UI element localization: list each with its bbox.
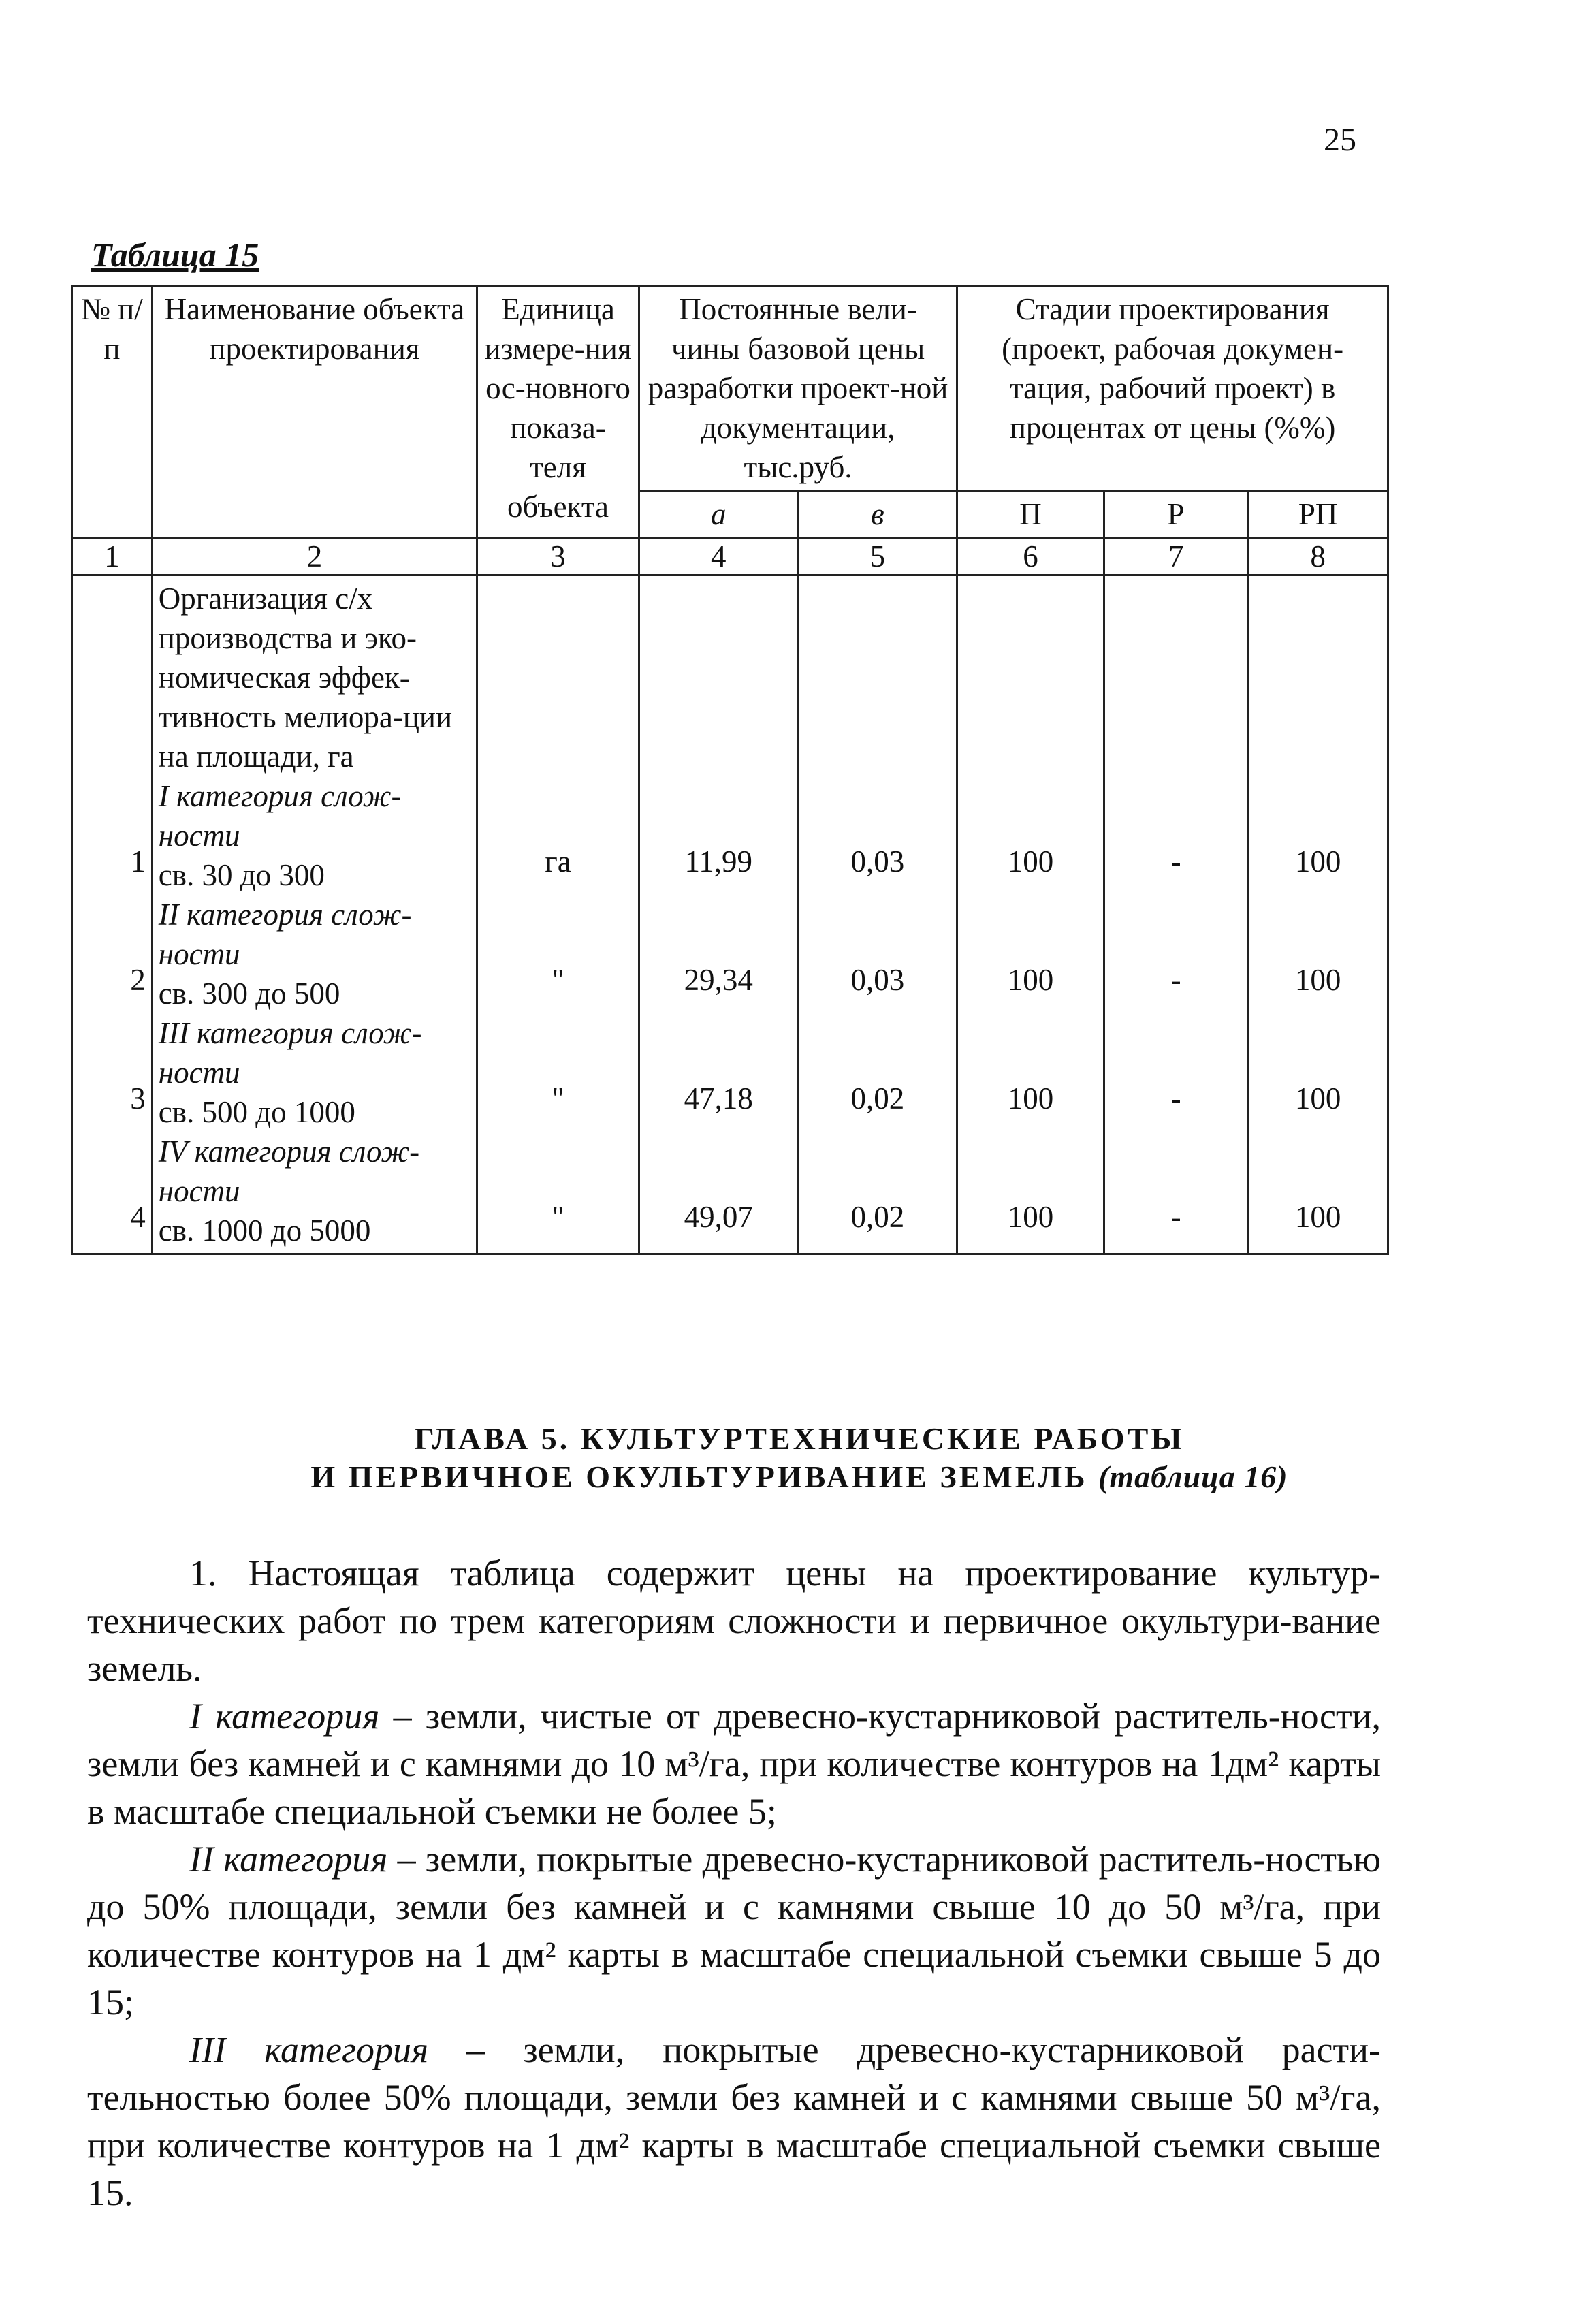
p-value: 100	[1007, 1081, 1054, 1115]
category-label: II категория слож-ности	[158, 898, 412, 971]
paragraph-category-2	[87, 1835, 1381, 2026]
category-label: III категория слож-ности	[158, 1016, 422, 1090]
r-value: -	[1170, 844, 1181, 878]
category-3-text: – земли, покрытые древесно-кустарниковой расти-тельностью более 50% площади, земли без камней и с камнями свыше 50 м³/га, при количестве контуров на 1 дм² карты в масштабе специальной съемки свыше 15.	[87, 2029, 1381, 2213]
rp-column	[1248, 575, 1388, 1254]
a-column	[639, 575, 798, 1254]
col-number: 3	[477, 538, 639, 575]
col-number: 8	[1248, 538, 1388, 575]
b-value: 0,02	[850, 1081, 905, 1115]
row-num: 4	[130, 1200, 146, 1234]
num-column	[72, 575, 153, 1254]
r-value: -	[1170, 963, 1181, 997]
b-value: 0,02	[850, 1200, 905, 1234]
col-number: 4	[639, 538, 798, 575]
header-p: П	[957, 491, 1104, 538]
name-column	[152, 575, 477, 1254]
header-a: а	[639, 491, 798, 538]
rp-value: 100	[1294, 844, 1341, 878]
header-b: в	[798, 491, 957, 538]
p-column	[957, 575, 1104, 1254]
unit-value: "	[552, 1200, 564, 1234]
range-label: св. 300 до 500	[158, 977, 340, 1011]
paragraph-category-1	[87, 1692, 1381, 1835]
column-numbers-row	[72, 538, 1388, 575]
category-3-label: III категория	[189, 2029, 429, 2070]
p-value: 100	[1007, 844, 1054, 878]
price-table	[71, 285, 1389, 1255]
p-value: 100	[1007, 963, 1054, 997]
chapter-line-2: И ПЕРВИЧНОЕ ОКУЛЬТУРИВАНИЕ ЗЕМЕЛЬ	[310, 1459, 1088, 1494]
rp-value: 100	[1294, 1200, 1341, 1234]
page-number: 25	[1324, 122, 1356, 158]
header-rp: РП	[1248, 491, 1388, 538]
rp-value: 100	[1294, 1081, 1341, 1115]
rp-value: 100	[1294, 963, 1341, 997]
a-value: 47,18	[684, 1081, 753, 1115]
row-num: 1	[130, 844, 146, 878]
header-base-price: Постоянные вели-чины базовой цены разработки проект-ной документации, тыс.руб.	[639, 286, 957, 491]
header-name: Наименование объекта проектирования	[152, 286, 477, 538]
category-1-label: I категория	[189, 1696, 380, 1737]
b-column	[798, 575, 957, 1254]
range-label: св. 30 до 300	[158, 858, 325, 892]
chapter-line-1: ГЛАВА 5. КУЛЬТУРТЕХНИЧЕСКИЕ РАБОТЫ	[414, 1421, 1185, 1456]
table-caption: Таблица 15	[91, 236, 259, 274]
r-value: -	[1170, 1081, 1181, 1115]
header-unit: Единица измере-ния ос-новного показа-теля объекта	[477, 286, 639, 538]
p-value: 100	[1007, 1200, 1054, 1234]
body-text	[87, 1549, 1381, 2217]
category-label: I категория слож-ности	[158, 779, 402, 853]
row-num: 3	[130, 1081, 146, 1115]
col-number: 6	[957, 538, 1104, 575]
b-value: 0,03	[850, 963, 905, 997]
row-num: 2	[130, 963, 146, 997]
r-value: -	[1170, 1200, 1181, 1234]
col-number: 1	[72, 538, 153, 575]
unit-value: га	[545, 844, 571, 878]
unit-value: "	[552, 1081, 564, 1115]
header-num: № п/п	[72, 286, 153, 538]
intro-text: Организация с/х производства и эко-номическая эффек-тивность мелиора-ции на площади, га	[158, 582, 453, 774]
category-2-label: II категория	[189, 1839, 388, 1880]
b-value: 0,03	[850, 844, 905, 878]
col-number: 5	[798, 538, 957, 575]
header-r: Р	[1104, 491, 1247, 538]
chapter-heading	[71, 1420, 1528, 1496]
category-1-text: – земли, чистые от древесно-кустарниковой раститель-ности, земли без камней и с камнями до 10 м³/га, при количестве контуров на 1дм² карты в масштабе специальной съемки не более 5;	[87, 1696, 1381, 1832]
a-value: 49,07	[684, 1200, 753, 1234]
chapter-table-ref: (таблица 16)	[1098, 1459, 1288, 1494]
range-label: св. 500 до 1000	[158, 1095, 355, 1129]
r-column	[1104, 575, 1247, 1254]
a-value: 29,34	[684, 963, 753, 997]
range-label: св. 1000 до 5000	[158, 1214, 371, 1248]
header-row	[72, 286, 1388, 491]
paragraph-category-3	[87, 2026, 1381, 2217]
table-body-row	[72, 575, 1388, 1254]
col-number: 2	[152, 538, 477, 575]
paragraph-intro: 1. Настоящая таблица содержит цены на проектирование культур-технических работ по трем категориям сложности и первичное окультури-вание земель.	[87, 1553, 1381, 1689]
header-stages: Стадии проектирования (проект, рабочая докумен-тация, рабочий проект) в процентах от цены (%%)	[957, 286, 1388, 491]
unit-column	[477, 575, 639, 1254]
unit-value: "	[552, 963, 564, 997]
col-number: 7	[1104, 538, 1247, 575]
category-label: IV категория слож-ности	[158, 1135, 420, 1208]
category-2-text: – земли, покрытые древесно-кустарниковой раститель-ностью до 50% площади, земли без камней и с камнями свыше 10 до 50 м³/га, при количестве контуров на 1 дм² карты в масштабе специальной съемки свыше 5 до 15;	[87, 1839, 1382, 2023]
a-value: 11,99	[684, 844, 753, 878]
